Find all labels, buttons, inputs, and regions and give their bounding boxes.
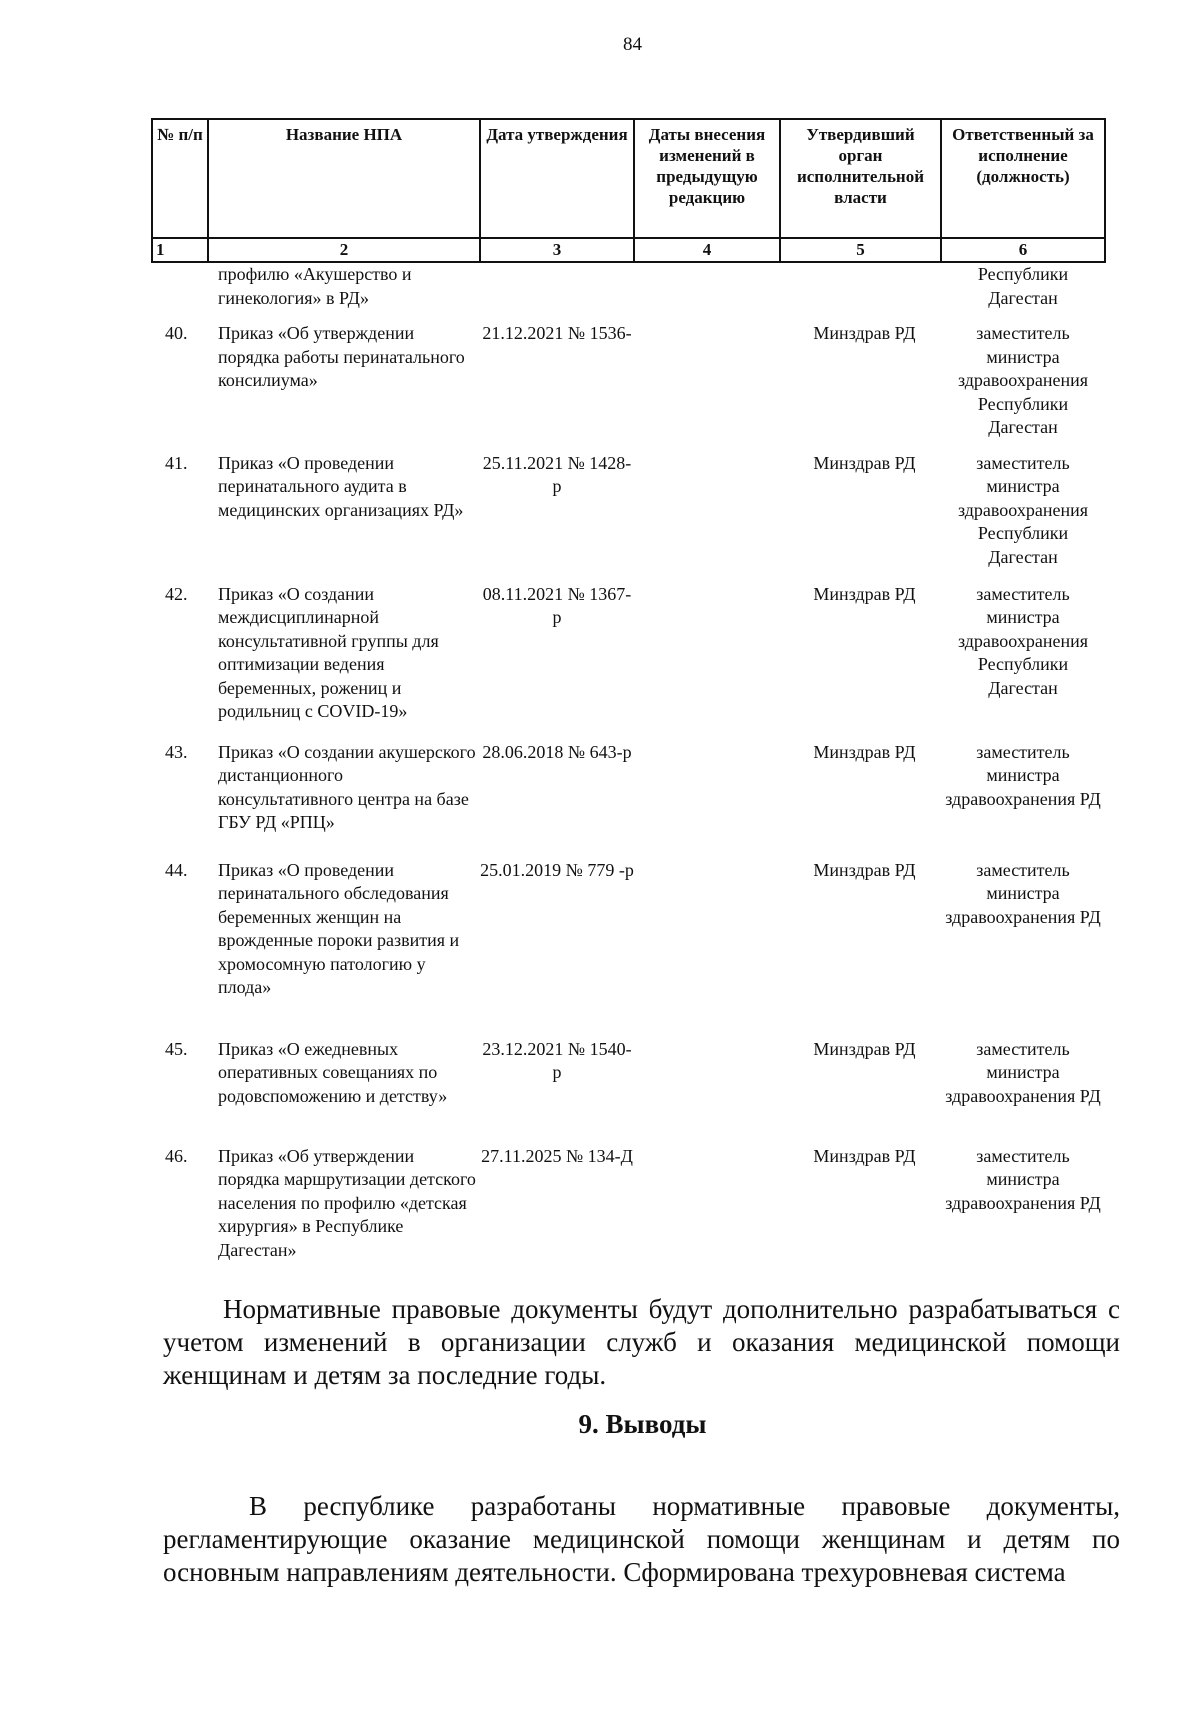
row-changes xyxy=(634,571,780,729)
row-responsible: заместитель министра здравоохранения РД xyxy=(945,741,1101,809)
row-num: 40. xyxy=(165,323,188,343)
row-name: Приказ «О создании акушерского дистанционного консультативного центра на базе ГБУ РД «РПЦ» xyxy=(218,741,476,832)
row-responsible: заместитель министра здравоохранения Республики Дагестан xyxy=(957,452,1089,567)
continuation-responsible: Республики Дагестан xyxy=(977,264,1069,308)
row-organ: Минздрав РД xyxy=(813,583,916,604)
row-name: Приказ «О проведении перинатального обследования беременных женщин на врожденные пороки развития и хромосомную патологию у плода» xyxy=(218,859,460,997)
header-name: Название НПА xyxy=(208,119,480,238)
row-responsible: заместитель министра здравоохранения РД xyxy=(945,859,1101,927)
column-number: 3 xyxy=(480,238,634,262)
row-responsible: заместитель министра здравоохранения Республики Дагестан xyxy=(957,323,1089,437)
column-number: 6 xyxy=(941,238,1105,262)
row-changes xyxy=(634,1133,780,1275)
row-organ: Минздрав РД xyxy=(813,452,916,473)
section-title-conclusions: 9. Выводы xyxy=(578,1409,707,1439)
npa-table xyxy=(151,118,1106,1275)
row-date: 27.11.2025 № 134-Д xyxy=(481,1145,633,1166)
row-organ: Минздрав РД xyxy=(813,1038,916,1059)
row-name: Приказ «Об утверждении порядка маршрутизации детского населения по профилю «детская хирургия» в Республике Дагестан» xyxy=(218,1145,476,1260)
table-continuation-row xyxy=(152,262,1105,310)
table-row xyxy=(152,847,1105,1026)
paragraph-normative-docs: Нормативные правовые документы будут дополнительно разрабатываться с учетом изменений в организации служб и оказания медицинской помощи женщинам и детям за последние годы. xyxy=(163,1294,1120,1390)
row-organ: Минздрав РД xyxy=(813,741,916,762)
row-date: 25.11.2021 № 1428-р xyxy=(482,452,632,496)
column-number: 4 xyxy=(634,238,780,262)
column-number: 1 xyxy=(152,238,208,262)
row-name: Приказ «О ежедневных оперативных совещаниях по родовспоможению и детству» xyxy=(218,1038,448,1106)
row-organ: Минздрав РД xyxy=(813,323,916,343)
row-name: Приказ «О создании междисциплинарной консультативной группы для оптимизации ведения беременных, рожениц и родильниц с COVID-19» xyxy=(218,583,439,721)
header-organ: Утвердивший орган исполнительной власти xyxy=(780,119,941,238)
table-row xyxy=(152,440,1105,571)
header-date: Дата утверждения xyxy=(480,119,634,238)
column-number-row xyxy=(152,238,1105,262)
column-number: 5 xyxy=(780,238,941,262)
row-changes xyxy=(634,1026,780,1133)
row-date: 23.12.2021 № 1540-р xyxy=(482,1038,632,1082)
header-num: № п/п xyxy=(152,119,208,238)
table-row xyxy=(152,729,1105,847)
table-row xyxy=(152,310,1105,440)
table-row xyxy=(152,1133,1105,1275)
row-num: 43. xyxy=(165,741,188,762)
column-number: 2 xyxy=(208,238,480,262)
row-organ: Минздрав РД xyxy=(813,859,916,880)
paragraph-conclusions: В республике разработаны нормативные правовые документы, регламентирующие оказание медицинской помощи женщинам и детям по основным направлениям деятельности. Сформирована трехуровневая система xyxy=(163,1491,1120,1587)
row-responsible: заместитель министра здравоохранения РД xyxy=(945,1145,1101,1213)
page-number: 84 xyxy=(623,34,642,55)
row-date: 28.06.2018 № 643-р xyxy=(482,741,632,762)
row-num: 42. xyxy=(165,583,188,604)
table-row xyxy=(152,1026,1105,1133)
row-responsible: заместитель министра здравоохранения РД xyxy=(945,1038,1101,1106)
row-date: 08.11.2021 № 1367-р xyxy=(482,583,632,627)
row-num: 44. xyxy=(165,859,188,880)
row-changes xyxy=(634,310,780,440)
row-num: 45. xyxy=(165,1038,188,1059)
continuation-name: профилю «Акушерство и гинекология» в РД» xyxy=(218,264,412,308)
row-num: 46. xyxy=(165,1145,188,1166)
row-organ: Минздрав РД xyxy=(813,1145,916,1166)
table-row xyxy=(152,571,1105,729)
row-date: 25.01.2019 № 779 -р xyxy=(480,859,634,880)
row-responsible: заместитель министра здравоохранения Республики Дагестан xyxy=(957,583,1089,698)
header-responsible: Ответственный за исполнение (должность) xyxy=(941,119,1105,238)
row-date: 21.12.2021 № 1536- xyxy=(482,323,632,343)
table-header-row xyxy=(152,119,1105,238)
header-changes: Даты внесения изменений в предыдущую редакцию xyxy=(634,119,780,238)
row-name: Приказ «О проведении перинатального аудита в медицинских организациях РД» xyxy=(218,452,464,520)
row-name: Приказ «Об утверждении порядка работы перинатального консилиума» xyxy=(218,323,465,390)
row-changes xyxy=(634,440,780,571)
row-num: 41. xyxy=(165,452,188,473)
row-changes xyxy=(634,729,780,847)
row-changes xyxy=(634,847,780,1026)
